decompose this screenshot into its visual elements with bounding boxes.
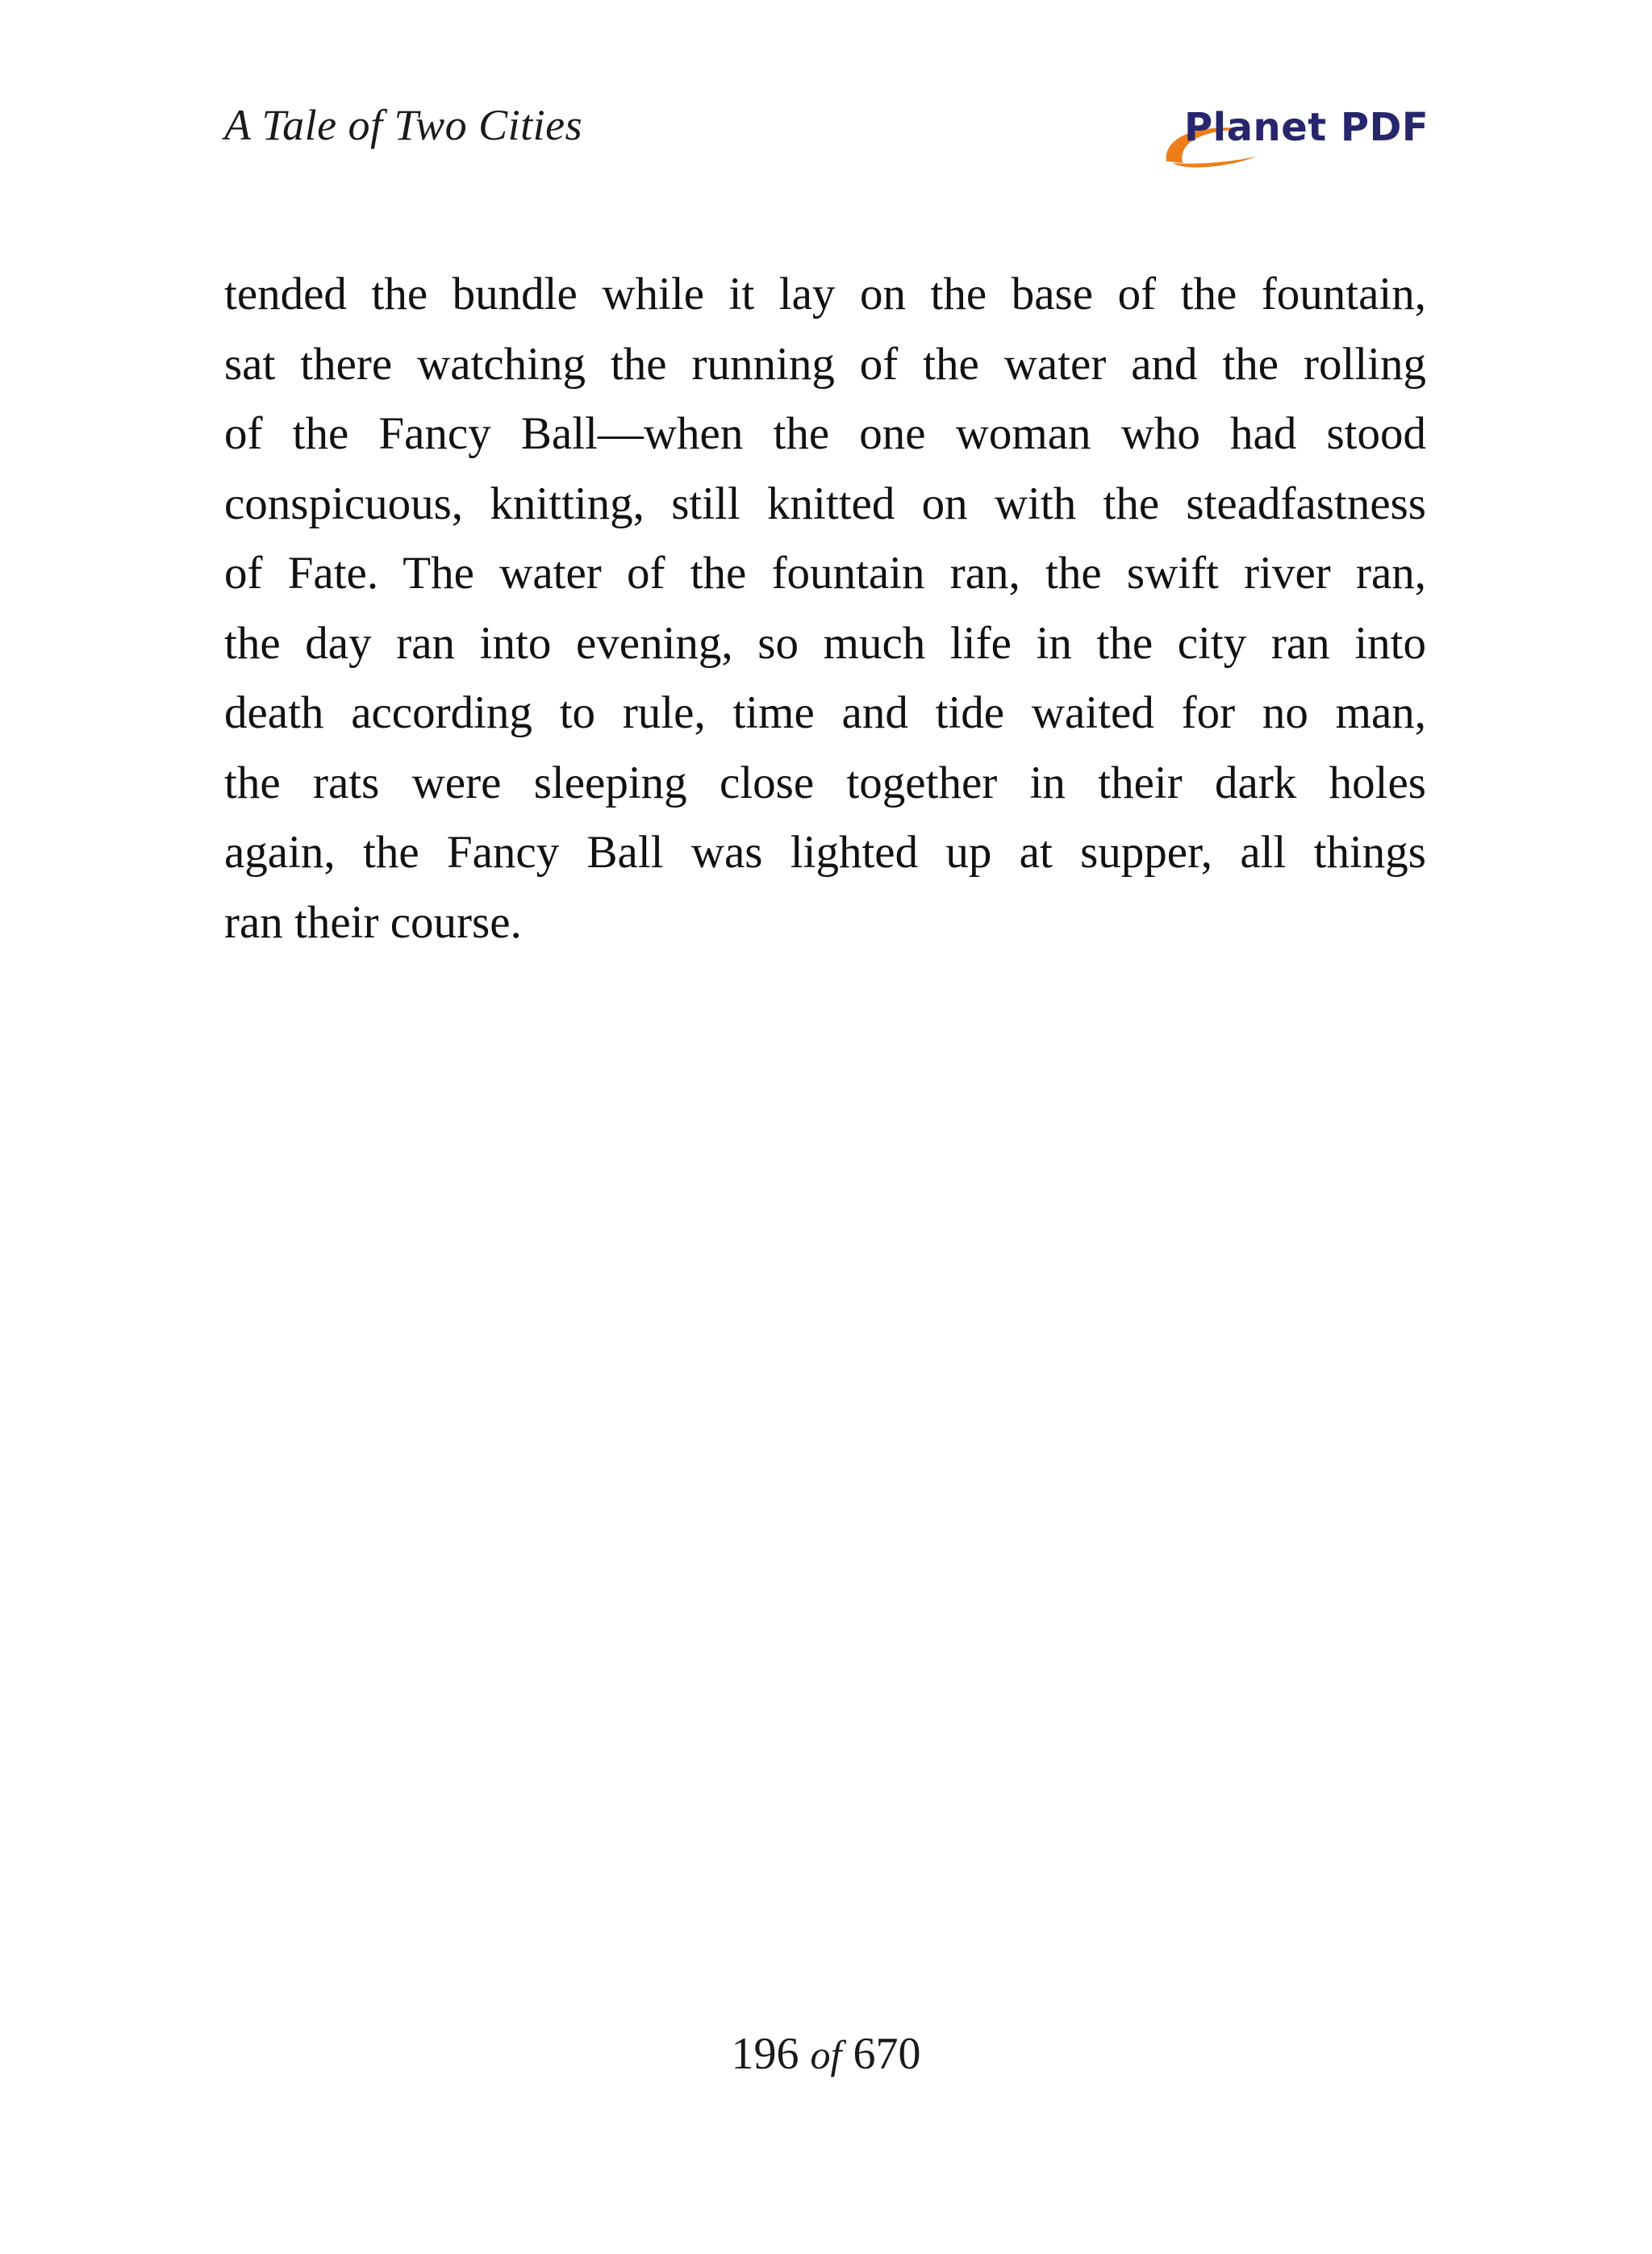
logo-text: Planet PDF xyxy=(1184,105,1429,150)
text-line: tended the bundle while it lay on the base of the fountain, xyxy=(224,269,1426,319)
text-line: the day ran into evening, so much life in the city ran into xyxy=(224,617,1426,669)
planet-pdf-logo xyxy=(1162,103,1428,168)
text-line: sat there watching the running of the water and the rolling xyxy=(224,338,1426,390)
page-total: 670 xyxy=(853,2029,921,2079)
running-title: A Tale of Two Cities xyxy=(224,101,583,149)
body-text xyxy=(224,260,1426,958)
text-line: conspicuous, knitting, still knitted on with the steadfastness xyxy=(224,478,1426,529)
text-line: the rats were sleeping close together in their dark holes xyxy=(224,757,1426,808)
text-line: of the Fancy Ball—when the one woman who had stood xyxy=(224,408,1426,459)
page-of: of xyxy=(810,2032,842,2077)
text-line: of Fate. The water of the fountain ran, the swift river ran, xyxy=(224,548,1426,599)
page-number xyxy=(0,2031,1652,2077)
text-line: death according to rule, time and tide waited for no man, xyxy=(224,687,1426,738)
text-line: again, the Fancy Ball was lighted up at supper, all things xyxy=(224,827,1426,878)
page-current: 196 xyxy=(731,2029,799,2079)
text-line: ran their course. xyxy=(224,896,522,948)
